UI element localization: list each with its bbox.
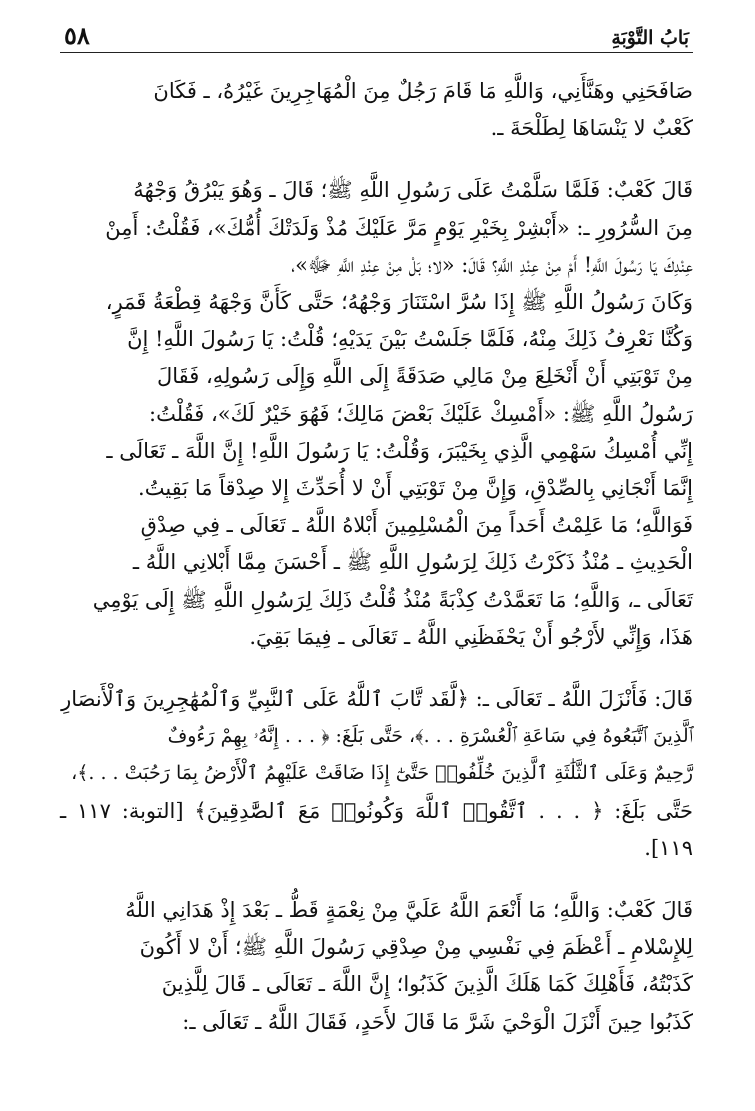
- text-line: كَذَبْتُهُ، فَأَهْلِكَ كَمَا هَلَكَ الَّذِينَ كَذَبُوا؛ إِنَّ اللَّهَ ـ تَعَالَى ـ قَالَ لِلَّذِينَ: [161, 972, 693, 997]
- text-line: حَتَّى بَلَغَ: ﴿ . . . ٱتَّقُوا۟ ٱللَّهَ وَكُونُوا۟ مَعَ ٱلصَّٰدِقِينَ﴾ [التوبة: ١١٧ ـ ١١٩].: [60, 798, 694, 860]
- text-line: قَالَ كَعْبٌ: فَلَمَّا سَلَّمْتُ عَلَى رَسُولِ اللَّهِ ﷺ؛ قَالَ ـ وَهُوَ يَبْرُقُ وَجْهُهُ: [133, 178, 693, 203]
- text-line: قَالَ كَعْبٌ: وَاللَّهِ؛ مَا أَنْعَمَ اللَّهُ عَلَيَّ مِنْ نِعْمَةٍ قَطُّ ـ بَعْدَ إِذْ هَدَانِي اللَّهُ: [125, 898, 693, 923]
- page-number: ٥٨: [64, 21, 90, 50]
- text-line: هَذَا، وَإِنِّي لأَرْجُو أَنْ يَحْفَظَنِي اللَّهُ ـ تَعَالَى ـ فِيمَا بَقِيَ.: [249, 624, 693, 649]
- quran-verse-line: رَّحِيمٌ وَعَلَى ٱلثَّلَٰثَةِ ٱلَّذِينَ خُلِّفُوا۟ حَتَّىٰٓ إِذَا ضَاقَتْ عَلَيْهِمُ ٱلْأَرْضُ بِمَا رَحُبَتْ . . .﴾،: [71, 762, 693, 785]
- text-line: إِنِّي أُمْسِكُ سَهْمِي الَّذِي بِخَيْبَرَ، وَقُلْتُ: يَا رَسُولَ اللَّهِ! إِنَّ اللَّهَ ـ تَعَالَى ـ: [106, 438, 693, 463]
- quran-verse-line: ٱلَّذِينَ ٱتَّبَعُوهُ فِي سَاعَةِ ٱلْعُسْرَةِ . . .﴾، حَتَّى بَلَغَ: ﴿ . . . إِنَّهُۥ بِهِمْ رَءُوفٌ: [167, 725, 693, 748]
- running-header: [60, 18, 693, 53]
- text-line: إِنَّمَا أَنْجَانِي بِالصِّدْقِ، وَإِنَّ مِنْ تَوْبَتِي أَنْ لا أُحَدِّثَ إِلا صِدْقاً مَا بَقِيتُ.: [138, 476, 693, 501]
- paragraph-3-quran-verses: [60, 681, 693, 867]
- chapter-title: بَابُ التَّوْبَةِ: [611, 27, 689, 49]
- text-line: كَعْبٌ لا يَنْسَاهَا لِطَلْحَةَ ـ.: [490, 116, 693, 141]
- text-line: عِنْدِكَ يَا رَسُولَ اللَّهِ! أَمْ مِنْ عِنْدِ اللَّهِ؟ قَالَ: «لا؛ بَلْ مِنْ عِنْدِ اللَّهِ ﷻ»،: [291, 252, 693, 277]
- text-line: فَوَاللَّهِ؛ مَا عَلِمْتُ أَحَداً مِنَ الْمُسْلِمِينَ أَبْلاهُ اللَّهُ ـ تَعَالَى ـ فِي صِدْقِ: [140, 513, 693, 538]
- body-text: [60, 73, 693, 1041]
- text-line: كَذَبُوا حِينَ أَنْزَلَ الْوَحْيَ شَرَّ مَا قَالَ لأَحَدٍ، فَقَالَ اللَّهُ ـ تَعَالَى ـ:: [182, 1009, 693, 1034]
- paragraph-1: [60, 73, 693, 147]
- paragraph-2: [60, 172, 693, 656]
- text-line: قَالَ: فَأَنْزَلَ اللَّهُ ـ تَعَالَى ـ: ﴿لَّقَد تَّابَ ٱللَّهُ عَلَى ٱلنَّبِيِّ وَٱلْمُهَٰجِرِينَ وَٱلْأَنصَارِ: [61, 687, 693, 712]
- text-line: صَافَحَنِي وهَنَّأَنِي، وَاللَّهِ مَا قَامَ رَجُلٌ مِنَ الْمُهَاجِرِينَ غَيْرُهُ، ـ فَكَانَ: [153, 79, 693, 103]
- text-line: مِنَ السُّرُورِ ـ: «أَبْشِرْ بِخَيْرِ يَوْمٍ مَرَّ عَلَيْكَ مُذْ وَلَدَتْكَ أُمُّكَ»، فَقُلْتُ: أَمِنْ: [105, 215, 693, 240]
- text-line: وَكَانَ رَسُولُ اللَّهِ ﷺ إِذَا سُرَّ اسْتَنَارَ وَجْهُهُ؛ حَتَّى كَأَنَّ وَجْهَهُ قِطْعَةُ قَمَرٍ،: [105, 290, 693, 315]
- text-line: وَكُنَّا نَعْرِفُ ذَلِكَ مِنْهُ، فَلَمَّا جَلَسْتُ بَيْنَ يَدَيْهِ؛ قُلْتُ: يَا رَسُولَ اللَّهِ! إِنَّ: [127, 327, 693, 352]
- text-line: لِلإِسْلامِ ـ أَعْظَمَ فِي نَفْسِي مِنْ صِدْقِي رَسُولَ اللَّهِ ﷺ؛ أَنْ لا أَكُونَ: [139, 935, 693, 960]
- text-line: الْحَدِيثِ ـ مُنْذُ ذَكَرْتُ ذَلِكَ لِرَسُولِ اللَّهِ ﷺ ـ أَحْسَنَ مِمَّا أَبْلانِي اللَّهُ ـ: [132, 550, 693, 575]
- text-line: مِنْ تَوْبَتِي أَنْ أَنْخَلِعَ مِنْ مَالِي صَدَقَةً إِلَى اللَّهِ وَإِلَى رَسُولِهِ، فَقَالَ: [157, 364, 693, 389]
- text-line: تَعَالَى ـ، وَاللَّهِ؛ مَا تَعَمَّدْتُ كِذْبَةً مُنْذُ قُلْتُ ذَلِكَ لِرَسُولِ اللَّهِ ﷺ إِلَى يَوْمِي: [92, 587, 693, 612]
- text-line: رَسُولُ اللَّهِ ﷺ: «أَمْسِكْ عَلَيْكَ بَعْضَ مَالِكَ؛ فَهُوَ خَيْرٌ لَكَ»، فَقُلْتُ:: [149, 401, 693, 426]
- paragraph-4: [60, 892, 693, 1041]
